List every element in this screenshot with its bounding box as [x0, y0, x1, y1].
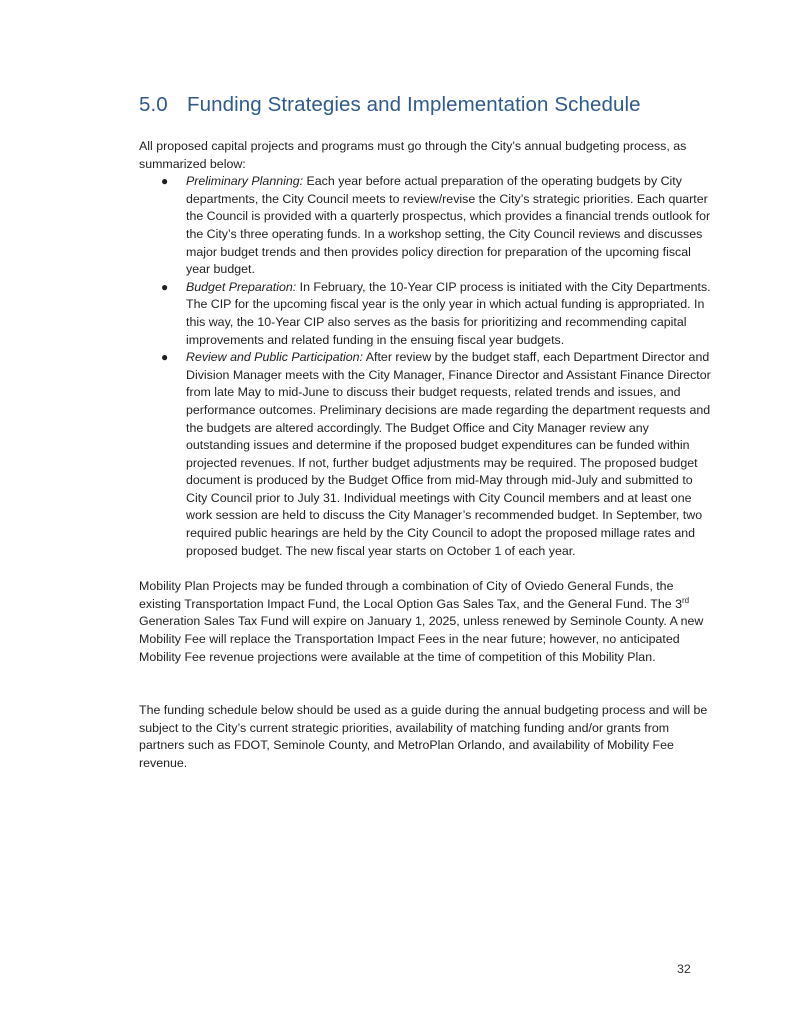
section-title: Funding Strategies and Implementation Schedule: [187, 93, 641, 116]
mobility-text-part1: Mobility Plan Projects may be funded through a combination of City of Oviedo General Funds, the existing Transportation Impact Fund, the Local Option Gas Sales Tax, and the General Fund. The 3: [139, 579, 682, 611]
body-content: [139, 138, 711, 773]
list-item-review-public-participation: [139, 349, 711, 560]
bullet-icon: ●: [161, 279, 169, 294]
item-text: After review by the budget staff, each Department Director and Division Manager meets with the City Manager, Finance Director and Assistant Finance Director from late May to mid-June to discuss their budget requests, related trends and issues, and performance outcomes. Preliminary decisions are made regarding the department requests and the budgets are altered accordingly. The Budget Office and City Manager review any outstanding issues and determine if the proposed budget expenditures can be funded within projected revenues. If not, further budget adjustments may be required. The proposed budget document is produced by the Budget Office from mid-May through mid-July and submitted to City Council prior to July 31. Individual meetings with City Council members and at least one work session are held to discuss the City Manager’s recommended budget. In September, two required public hearings are held by the City Council to adopt the proposed millage rates and proposed budget. The new fiscal year starts on October 1 of each year.: [186, 350, 711, 558]
page-number: 32: [677, 962, 691, 976]
item-lead: Preliminary Planning:: [186, 174, 304, 189]
section-number: 5.0: [139, 93, 168, 116]
budget-process-list: [139, 173, 711, 560]
intro-paragraph: All proposed capital projects and programs must go through the City’s annual budgeting process, as summarized below:: [139, 139, 687, 171]
mobility-funding-paragraph: [139, 578, 711, 666]
bullet-icon: ●: [161, 174, 169, 189]
item-text: Each year before actual preparation of the operating budgets by City departments, the City Council meets to review/revise the City’s strategic priorities. Each quarter the Council is provided with a quarterly prospectus, which provides a financial trends outlook for the City’s three operating funds. In a workshop setting, the City Council reviews and discusses major budget trends and then provides policy direction for preparation of the upcoming fiscal year budget.: [186, 174, 711, 277]
item-text: In February, the 10-Year CIP process is initiated with the City Departments. The CIP for the upcoming fiscal year is the only year in which actual funding is appropriated. In this way, the 10-Year CIP also serves as the basis for prioritizing and recommending capital improvements and related funding in the ensuing fiscal year budgets.: [186, 279, 711, 347]
ordinal-superscript: rd: [681, 595, 690, 605]
item-lead: Budget Preparation:: [186, 279, 297, 294]
list-item-preliminary-planning: [139, 173, 711, 279]
item-lead: Review and Public Participation:: [186, 350, 364, 365]
list-item-budget-preparation: [139, 279, 711, 349]
funding-schedule-paragraph: The funding schedule below should be used as a guide during the annual budgeting process and will be subject to the City’s current strategic priorities, availability of matching funding and/or grants from partners such as FDOT, Seminole County, and MetroPlan Orlando, and availability of Mobility Fee revenue.: [139, 703, 708, 770]
bullet-icon: ●: [161, 350, 169, 365]
mobility-text-part2: Generation Sales Tax Fund will expire on January 1, 2025, unless renewed by Seminole County. A new Mobility Fee will replace the Transportation Impact Fees in the near future; however, no anticipated Mobility Fee revenue projections were available at the time of competition of this Mobility Plan.: [139, 614, 704, 664]
section-heading: [139, 93, 641, 117]
